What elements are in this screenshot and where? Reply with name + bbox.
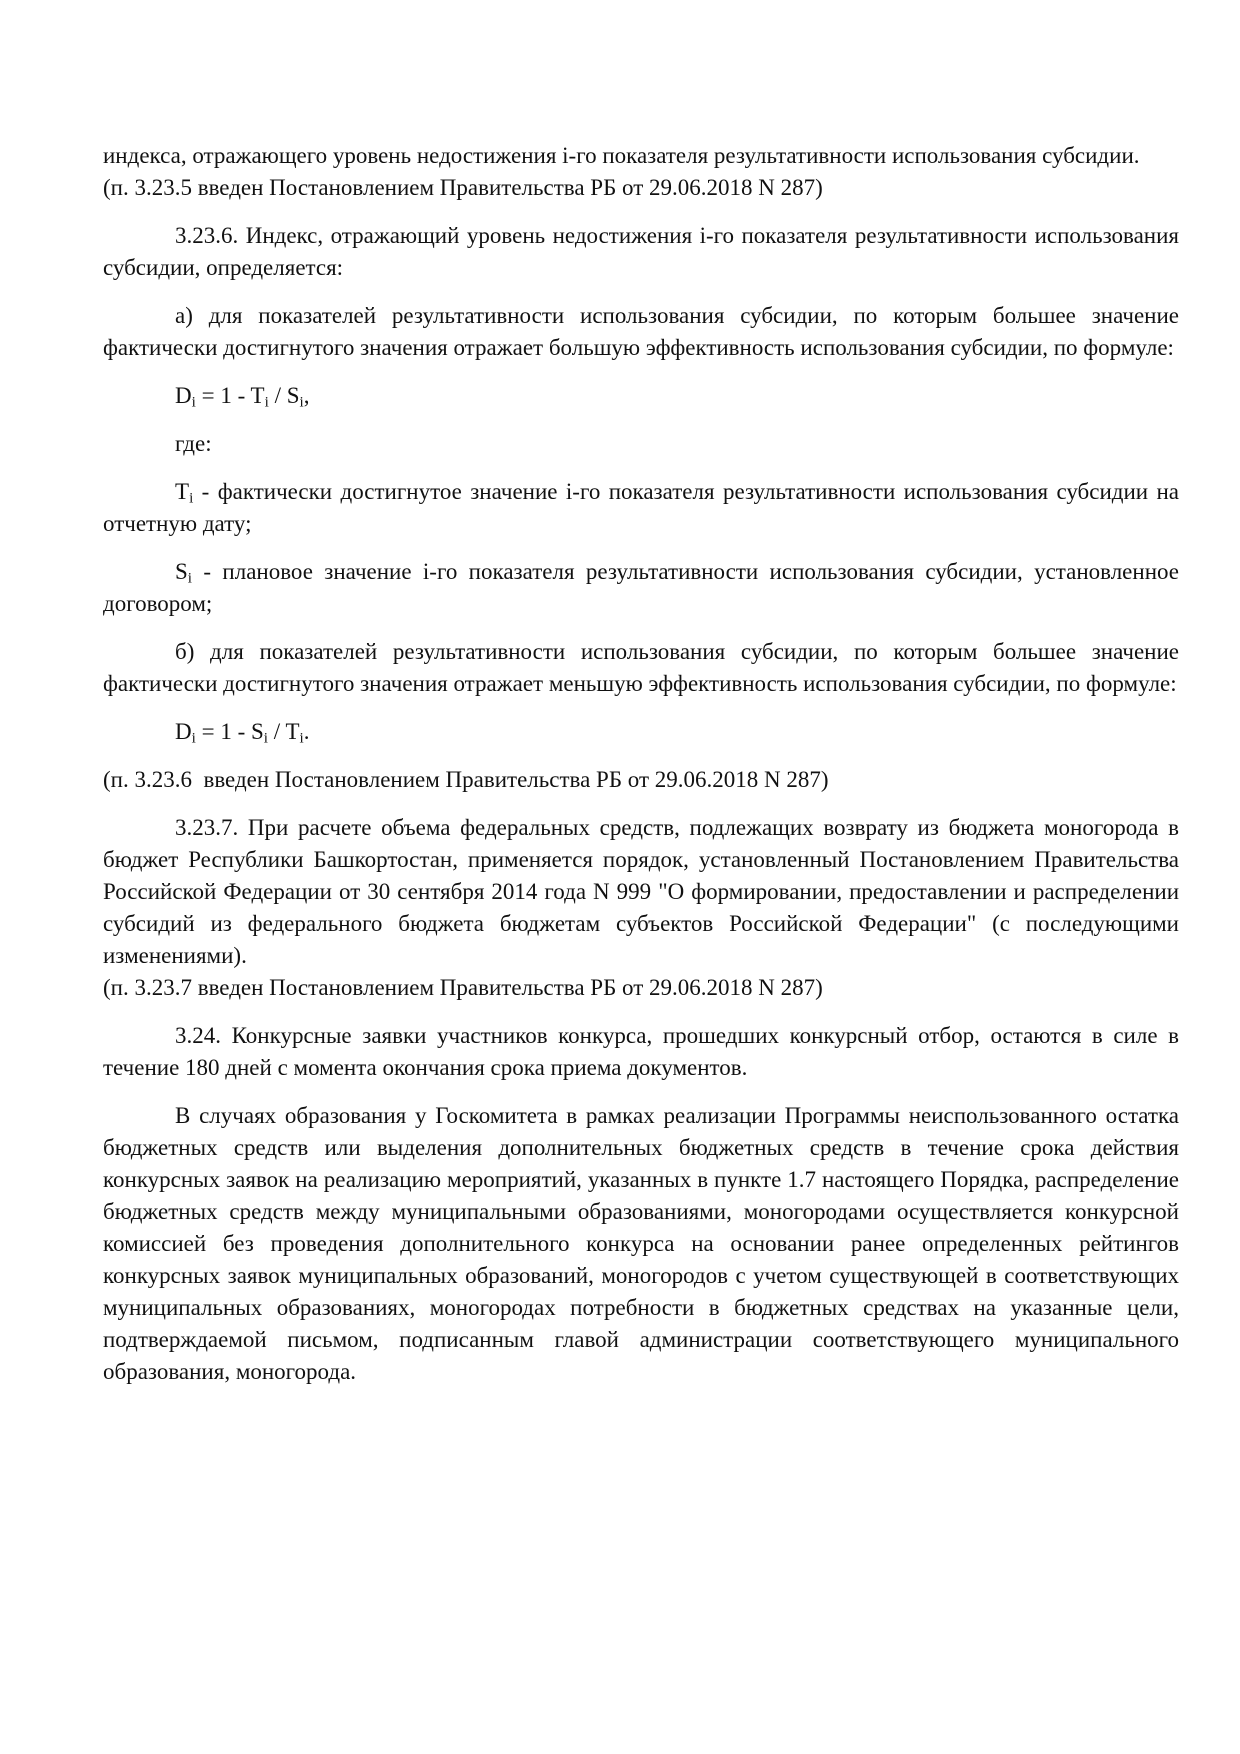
- document-content: [103, 140, 1179, 1404]
- text-run: = 1 - S: [195, 719, 264, 744]
- def-t: [103, 476, 1179, 540]
- text-run: - плановое значение i-го показателя результативности использования субсидии, установленное договором;: [103, 559, 1179, 616]
- text-run: = 1 - T: [195, 383, 265, 408]
- para-3-23-5-continuation: [103, 140, 1179, 172]
- para-3-24-distribution: [103, 1100, 1179, 1388]
- text-run: индекса, отражающего уровень недостижения i-го показателя результативности использования субсидии.: [103, 143, 1140, 168]
- text-run: - фактически достигнутое значение i-го показателя результативности использования субсидии на отчетную дату;: [103, 479, 1179, 536]
- para-3-23-7: [103, 812, 1179, 972]
- note-3-23-6: [103, 764, 1179, 796]
- formula-a: [103, 380, 1179, 412]
- text-run: В случаях образования у Госкомитета в рамках реализации Программы неиспользованного остатка бюджетных средств или выделения дополнительных бюджетных средств в течение срока действия конкурсных заявок на реализацию мероприятий, указанных в пункте 1.7 настоящего Порядка, распределение бюджетных средств между муниципальными образованиями, моногородами осуществляется конкурсной комиссией без проведения дополнительного конкурса на основании ранее определенных рейтингов конкурсных заявок муниципальных образований, моногородов с учетом существующей в соответствующих муниципальных образованиях, моногородах потребности в бюджетных средствах на указанные цели, подтверждаемой письмом, подписанным главой администрации соответствующего муниципального образования, моногорода.: [103, 1103, 1179, 1384]
- subscript-index: i: [264, 393, 269, 411]
- def-s: [103, 556, 1179, 620]
- para-3-24: [103, 1020, 1179, 1084]
- text-run: (п. 3.23.6 введен Постановлением Правительства РБ от 29.06.2018 N 287): [103, 767, 829, 792]
- text-run: (п. 3.23.5 введен Постановлением Правительства РБ от 29.06.2018 N 287): [103, 175, 823, 200]
- text-run: а) для показателей результативности использования субсидии, по которым большее значение фактически достигнутого значения отражает большую эффективность использования субсидии, по формуле:: [103, 303, 1179, 360]
- note-3-23-5: [103, 172, 1179, 204]
- text-run: где:: [175, 431, 212, 456]
- text-run: 3.24. Конкурсные заявки участников конкурса, прошедших конкурсный отбор, остаются в силе в течение 180 дней с момента окончания срока приема документов.: [103, 1023, 1179, 1080]
- text-run: D: [175, 383, 192, 408]
- para-3-23-6-a: [103, 300, 1179, 364]
- para-where: [103, 428, 1179, 460]
- subscript-index: i: [263, 729, 268, 747]
- para-3-23-6-b: [103, 636, 1179, 700]
- subscript-index: i: [191, 729, 196, 747]
- note-3-23-7: [103, 972, 1179, 1004]
- text-run: .: [303, 719, 310, 744]
- text-run: D: [175, 719, 192, 744]
- formula-b: [103, 716, 1179, 748]
- subscript-index: i: [299, 729, 304, 747]
- text-run: T: [175, 479, 190, 504]
- subscript-index: i: [187, 569, 193, 587]
- text-run: 3.23.7. При расчете объема федеральных средств, подлежащих возврату из бюджета моногорода в бюджет Республики Башкортостан, применяется порядок, установленный Постановлением Правительства Российской Федерации от 30 сентября 2014 года N 999 "О формировании, предоставлении и распределении субсидий из федерального бюджета бюджетам субъектов Российской Федерации" (с последующими изменениями).: [103, 815, 1179, 968]
- text-run: S: [175, 559, 188, 584]
- text-run: б) для показателей результативности использования субсидии, по которым большее значение фактически достигнутого значения отражает меньшую эффективность использования субсидии, по формуле:: [103, 639, 1179, 696]
- subscript-index: i: [191, 393, 196, 411]
- text-run: / T: [267, 719, 300, 744]
- text-run: ,: [303, 383, 310, 408]
- text-run: (п. 3.23.7 введен Постановлением Правительства РБ от 29.06.2018 N 287): [103, 975, 823, 1000]
- subscript-index: i: [189, 489, 194, 507]
- subscript-index: i: [299, 393, 304, 411]
- text-run: / S: [268, 383, 300, 408]
- text-run: 3.23.6. Индекс, отражающий уровень недостижения i-го показателя результативности использования субсидии, определяется:: [103, 223, 1179, 280]
- para-3-23-6: [103, 220, 1179, 284]
